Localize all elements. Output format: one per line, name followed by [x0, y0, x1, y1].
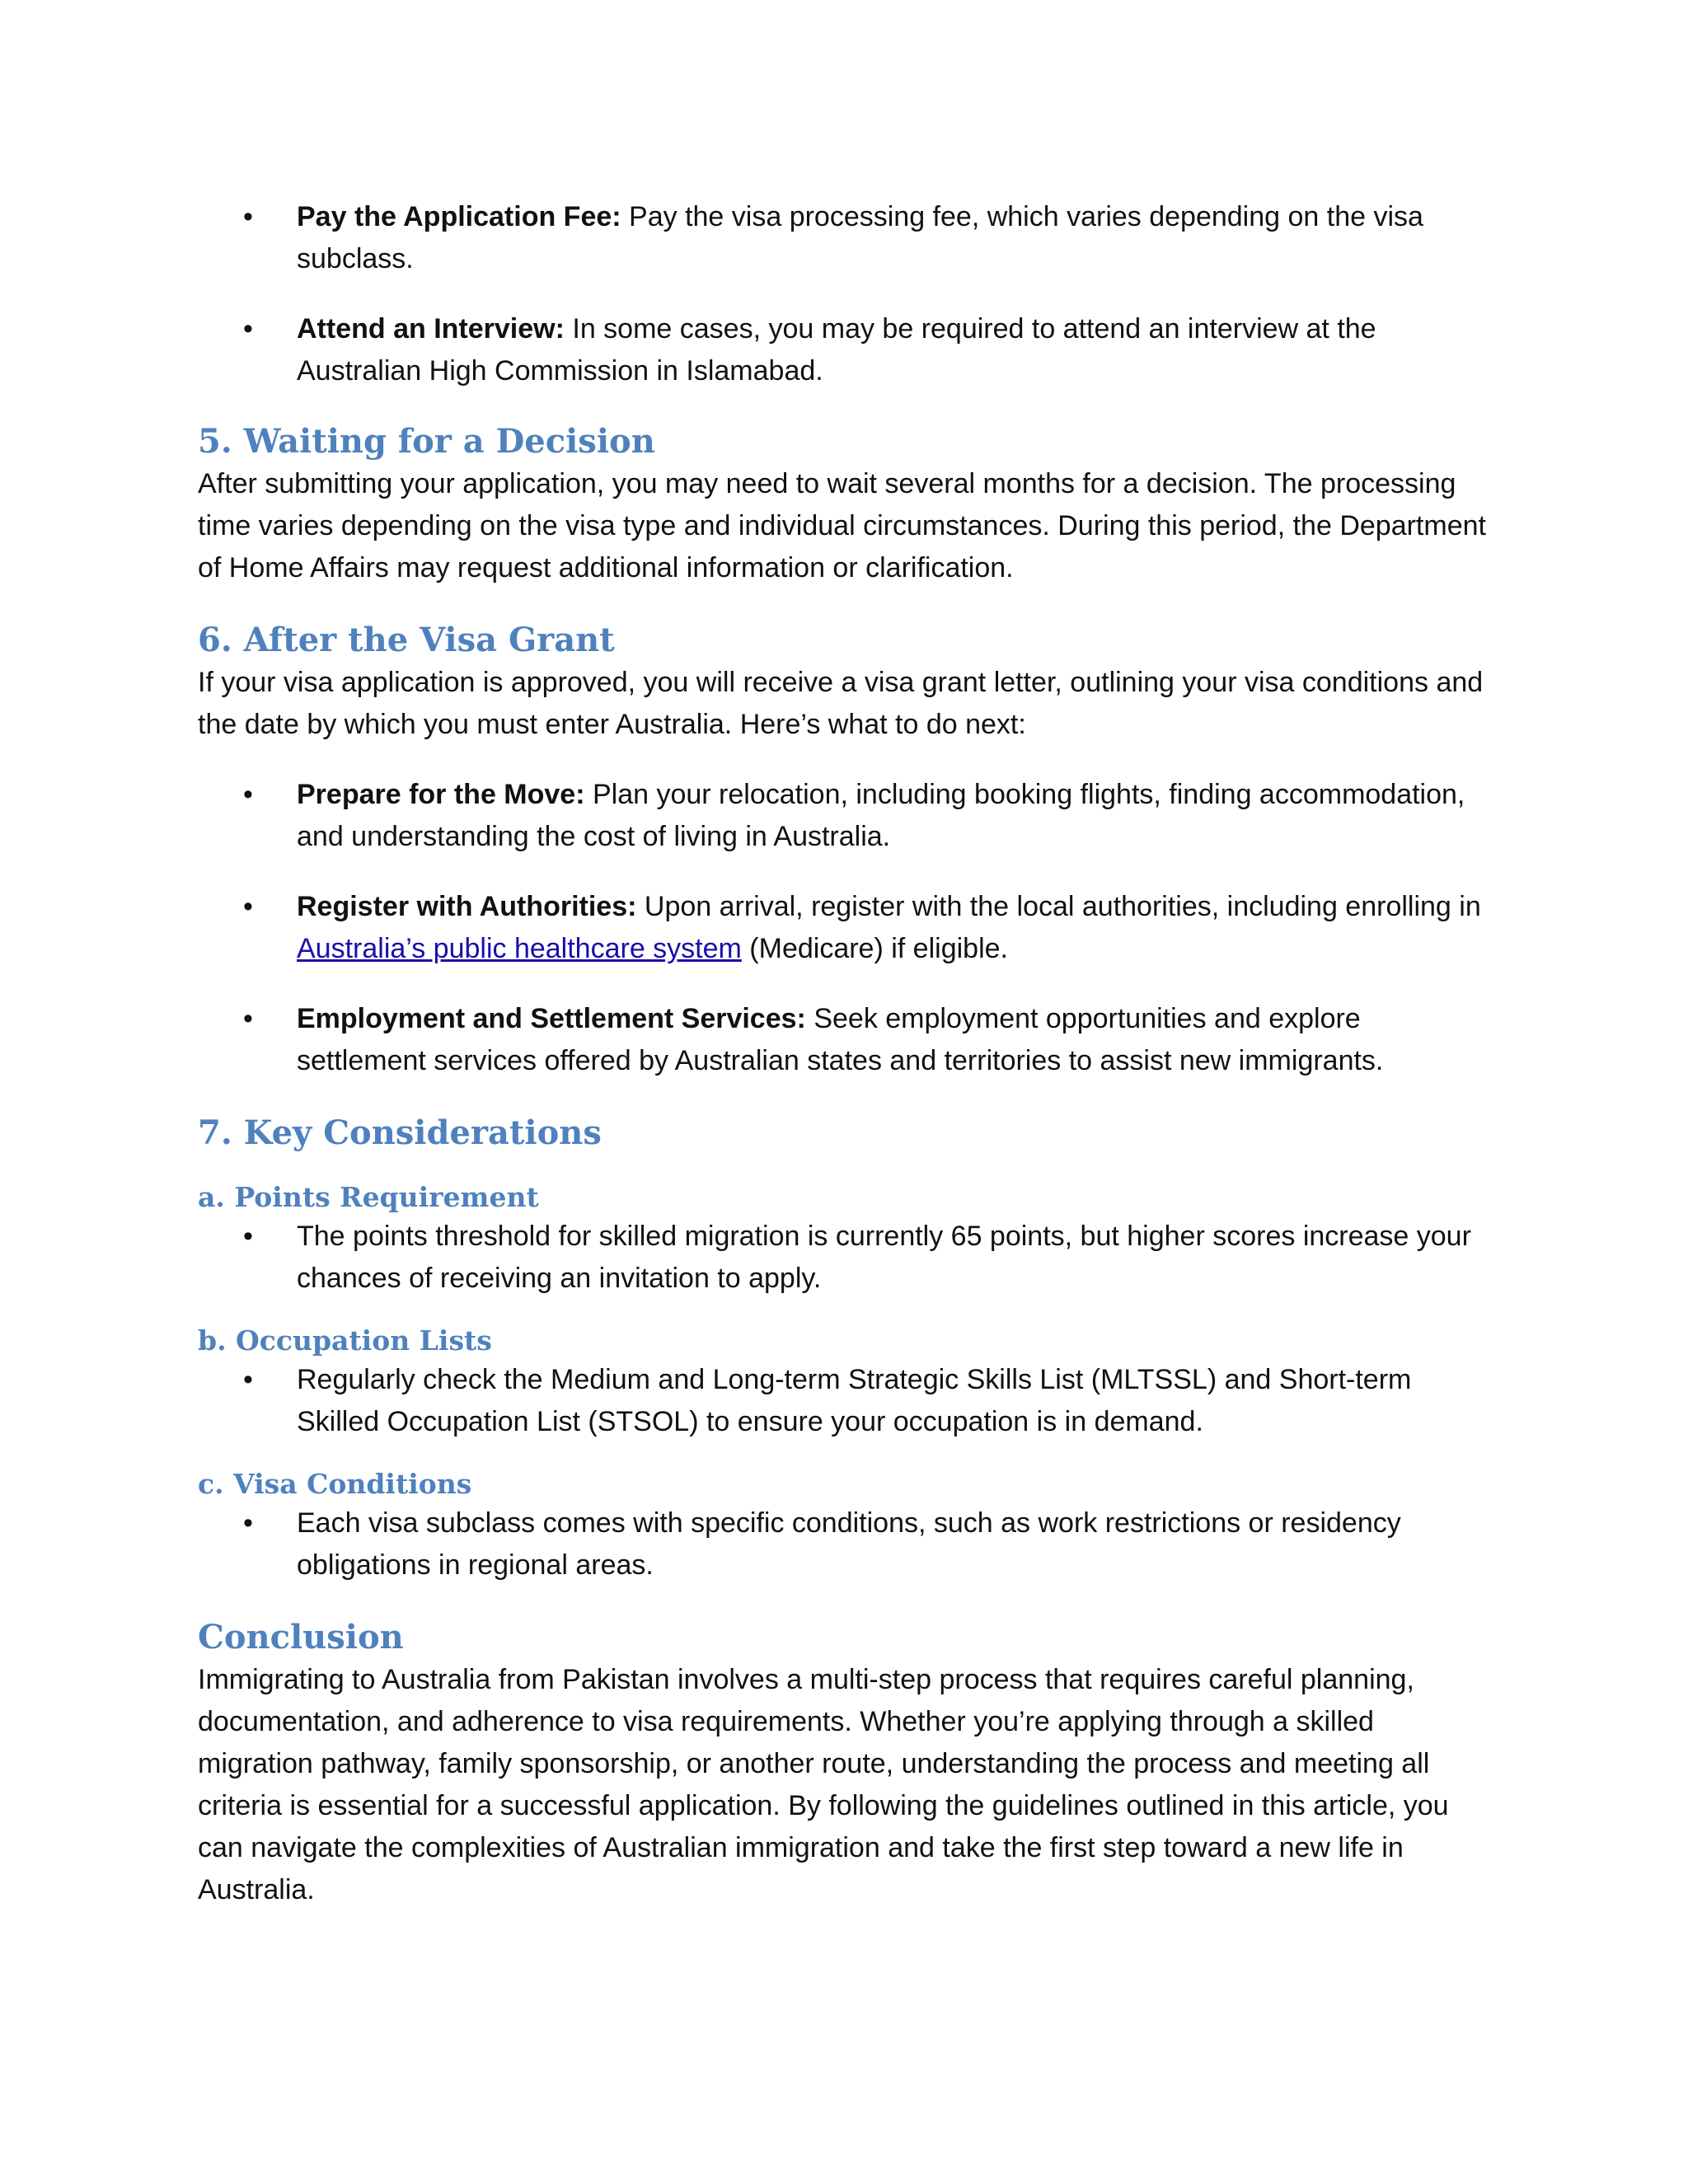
- item-text: The points threshold for skilled migration is currently 65 points, but higher scores increase your chances of receiving an invitation to apply.: [297, 1221, 1471, 1294]
- bullet-list-points: [198, 1216, 1492, 1300]
- healthcare-system-link[interactable]: Australia’s public healthcare system: [297, 933, 742, 964]
- item-text: Each visa subclass comes with specific conditions, such as work restrictions or residency obligations in regional areas.: [297, 1507, 1401, 1581]
- bullet-list-conditions: [198, 1502, 1492, 1586]
- section-heading-waiting: 5. Waiting for a Decision: [198, 422, 655, 461]
- bullet-list-occupations: [198, 1359, 1492, 1443]
- list-item: [198, 196, 1492, 280]
- bullet-icon: •: [243, 1221, 253, 1252]
- item-text-after: (Medicare) if eligible.: [741, 933, 1008, 964]
- list-item: [198, 1216, 1492, 1300]
- list-item: [198, 1502, 1492, 1586]
- document-page: [198, 196, 1492, 1911]
- list-item: [198, 308, 1492, 392]
- list-item: [198, 886, 1492, 970]
- item-label: Pay the Application Fee:: [297, 201, 621, 232]
- subheading-visa-conditions: c. Visa Conditions: [198, 1468, 472, 1500]
- section-body-waiting: After submitting your application, you may need to wait several months for a decision. The processing time varies depending on the visa type and individual circumstances. During this period, the Department of Home Affairs may request additional information or clarification.: [198, 468, 1486, 583]
- item-label: Attend an Interview:: [297, 313, 565, 344]
- item-label: Register with Authorities:: [297, 891, 637, 922]
- item-text: Seek employment opportunities and explore settlement services offered by Australian states and territories to assist new immigrants.: [297, 1003, 1384, 1076]
- bullet-icon: •: [243, 1507, 253, 1539]
- item-text: Pay the visa processing fee, which varies depending on the visa subclass.: [297, 201, 1423, 274]
- bullet-icon: •: [243, 1364, 253, 1395]
- item-text: Upon arrival, register with the local authorities, including enrolling in: [636, 891, 1481, 922]
- bullet-list-next-steps: [198, 774, 1492, 1082]
- subheading-occupation-lists: b. Occupation Lists: [198, 1324, 492, 1357]
- item-text: Plan your relocation, including booking flights, finding accommodation, and understanding the cost of living in Australia.: [297, 779, 1465, 852]
- bullet-icon: •: [243, 891, 253, 922]
- section-body-conclusion: Immigrating to Australia from Pakistan involves a multi-step process that requires careful planning, documentation, and adherence to visa requirements. Whether you’re applying through a skilled migration pathway, family sponsorship, or another route, understanding the process and meeting all criteria is essential for a successful application. By following the guidelines outlined in this article, you can navigate the complexities of Australian immigration and take the first step toward a new life in Australia.: [198, 1664, 1449, 1905]
- subheading-points-requirement: a. Points Requirement: [198, 1181, 539, 1213]
- list-item: [198, 774, 1492, 858]
- item-text: Regularly check the Medium and Long-term Strategic Skills List (MLTSSL) and Short-term Skilled Occupation List (STSOL) to ensure your occupation is in demand.: [297, 1364, 1412, 1437]
- bullet-icon: •: [243, 779, 253, 810]
- section-heading-conclusion: Conclusion: [198, 1618, 404, 1657]
- item-text: In some cases, you may be required to attend an interview at the Australian High Commission in Islamabad.: [297, 313, 1376, 387]
- section-heading-key-considerations: 7. Key Considerations: [198, 1113, 602, 1152]
- section-heading-after-grant: 6. After the Visa Grant: [198, 621, 615, 659]
- item-label: Prepare for the Move:: [297, 779, 585, 810]
- bullet-icon: •: [243, 201, 253, 232]
- bullet-icon: •: [243, 313, 253, 344]
- bullet-icon: •: [243, 1003, 253, 1034]
- list-item: [198, 998, 1492, 1082]
- bullet-list-steps: [198, 196, 1492, 392]
- section-body-after-grant: If your visa application is approved, you will receive a visa grant letter, outlining your visa conditions and the date by which you must enter Australia. Here’s what to do next:: [198, 667, 1484, 740]
- list-item: [198, 1359, 1492, 1443]
- item-label: Employment and Settlement Services:: [297, 1003, 806, 1034]
